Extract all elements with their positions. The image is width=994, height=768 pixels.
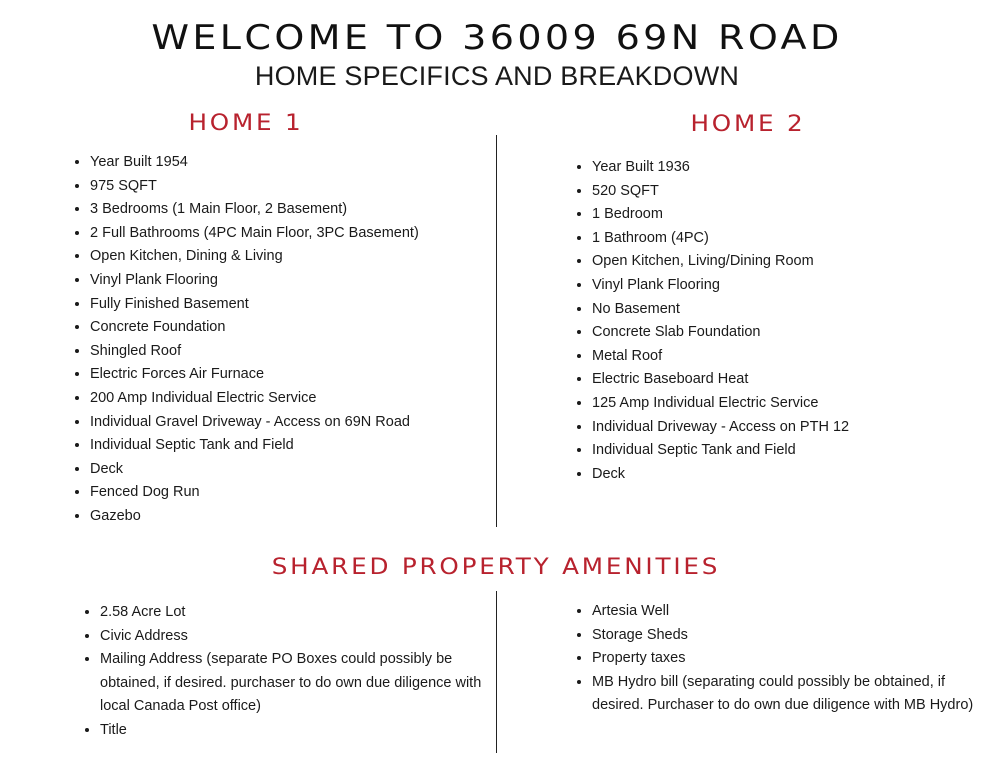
list-item: • 125 Amp Individual Electric Service (592, 392, 992, 416)
list-item: • Deck (592, 463, 992, 487)
shared-right-list (570, 600, 984, 718)
list-item: • Fenced Dog Run (90, 481, 510, 505)
list-item: • Deck (90, 458, 510, 482)
list-item: • Year Built 1936 (592, 156, 992, 180)
home2-heading: HOME 2 (690, 112, 806, 137)
list-item: • No Basement (592, 298, 992, 322)
list-item: • Vinyl Plank Flooring (90, 269, 510, 293)
list-item: • Title (100, 719, 490, 743)
home1-spec-list (68, 151, 510, 529)
list-item: • Individual Driveway - Access on PTH 12 (592, 416, 992, 440)
list-item: • Electric Forces Air Furnace (90, 363, 510, 387)
list-item: • Gazebo (90, 505, 510, 529)
list-item: • Shingled Roof (90, 340, 510, 364)
list-item: • Mailing Address (separate PO Boxes could possibly be obtained, if desired. purchaser to do own due diligence with local Canada Post office) (100, 648, 490, 719)
shared-left-list (78, 601, 490, 743)
list-item: • 3 Bedrooms (1 Main Floor, 2 Basement) (90, 198, 510, 222)
list-item: • Vinyl Plank Flooring (592, 274, 992, 298)
list-item: • Property taxes (592, 647, 984, 671)
list-item: • MB Hydro bill (separating could possibly be obtained, if desired. Purchaser to do own due diligence with MB Hydro) (592, 671, 984, 718)
list-item: • Fully Finished Basement (90, 293, 510, 317)
home2-spec-list (570, 156, 992, 486)
list-item: • 975 SQFT (90, 175, 510, 199)
list-item: • 2 Full Bathrooms (4PC Main Floor, 3PC Basement) (90, 222, 510, 246)
home1-heading: HOME 1 (188, 111, 304, 136)
list-item: • Electric Baseboard Heat (592, 368, 992, 392)
list-item: • Open Kitchen, Dining & Living (90, 245, 510, 269)
list-item: • 1 Bathroom (4PC) (592, 227, 992, 251)
list-item: • Individual Gravel Driveway - Access on 69N Road (90, 411, 510, 435)
list-item: • Concrete Slab Foundation (592, 321, 992, 345)
list-item: • Concrete Foundation (90, 316, 510, 340)
list-item: • 520 SQFT (592, 180, 992, 204)
list-item: • Storage Sheds (592, 624, 984, 648)
list-item: • 2.58 Acre Lot (100, 601, 490, 625)
shared-heading: SHARED PROPERTY AMENITIES (271, 555, 721, 580)
list-item: • Artesia Well (592, 600, 984, 624)
list-item: • Civic Address (100, 625, 490, 649)
list-item: • Year Built 1954 (90, 151, 510, 175)
column-divider-bottom (496, 591, 497, 753)
list-item: • Individual Septic Tank and Field (90, 434, 510, 458)
page-title: WELCOME TO 36009 69N ROAD (151, 18, 843, 58)
list-item: • Individual Septic Tank and Field (592, 439, 992, 463)
list-item: • 1 Bedroom (592, 203, 992, 227)
page-subtitle: HOME SPECIFICS AND BREAKDOWN (254, 61, 740, 91)
list-item: • 200 Amp Individual Electric Service (90, 387, 510, 411)
list-item: • Open Kitchen, Living/Dining Room (592, 250, 992, 274)
list-item: • Metal Roof (592, 345, 992, 369)
